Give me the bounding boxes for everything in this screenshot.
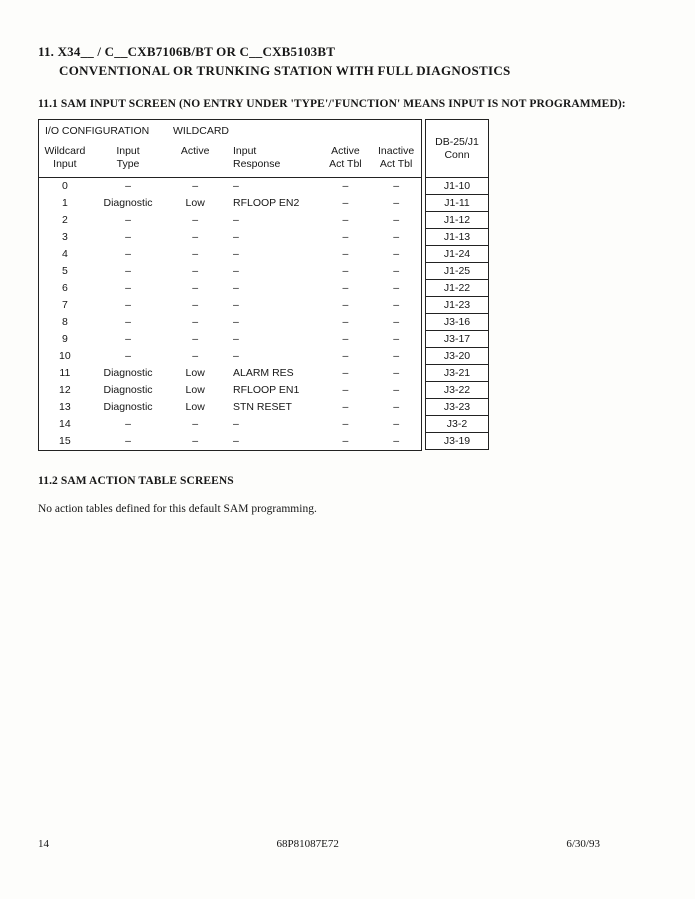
table-cell: Diagnostic: [103, 401, 153, 413]
table-cell: 15: [59, 435, 71, 447]
table-cell: –: [342, 384, 349, 396]
col-header-db25-j1-conn: [425, 119, 489, 178]
table-cell: –: [393, 197, 400, 209]
table-cell: –: [233, 418, 239, 430]
table-row: [39, 314, 421, 331]
table-cell: –: [125, 333, 131, 345]
table-cell: –: [342, 180, 349, 192]
table-cell: ALARM RES: [233, 367, 294, 379]
page-footer: [38, 838, 600, 850]
table-cell: 2: [61, 214, 68, 226]
table-cell: –: [233, 282, 239, 294]
table-cell: –: [342, 316, 349, 328]
table-cell: –: [393, 367, 400, 379]
table-cell: –: [233, 316, 239, 328]
db-conn-box: J1-12: [425, 211, 489, 229]
table-cell: 7: [61, 299, 68, 311]
col-header-line: Type: [116, 158, 140, 170]
db-conn-box: J3-2: [425, 415, 489, 433]
page-subtitle: CONVENTIONAL OR TRUNKING STATION WITH FULL DIAGNOSTICS: [59, 63, 511, 78]
col-header-line: Act Tbl: [379, 158, 413, 170]
table-cell: –: [125, 282, 131, 294]
table-cell: –: [393, 248, 400, 260]
db-connector-column: [425, 119, 489, 450]
table-cell: Diagnostic: [103, 384, 153, 396]
table-cell: –: [342, 299, 349, 311]
table-cell: –: [192, 248, 199, 260]
table-cell: –: [342, 333, 349, 345]
table-cell: –: [125, 350, 131, 362]
col-header-line: Inactive: [378, 145, 415, 157]
table-cell: 0: [61, 180, 68, 192]
db-conn-box: J1-22: [425, 279, 489, 297]
col-header-line: Active: [331, 145, 360, 157]
section-heading-11-2: 11.2 SAM ACTION TABLE SCREENS: [38, 475, 234, 487]
table-row: [39, 365, 421, 382]
table-cell: –: [342, 282, 349, 294]
table-cell: –: [393, 231, 400, 243]
table-caption-row: [39, 120, 421, 142]
table-caption-wildcard: WILDCARD: [173, 125, 230, 137]
table-cell: –: [125, 248, 131, 260]
col-header-line: Response: [233, 158, 281, 170]
col-header-line: Conn: [444, 148, 470, 161]
table-cell: –: [125, 418, 131, 430]
table-cell: –: [393, 418, 400, 430]
table-row: [39, 212, 421, 229]
table-cell: –: [393, 435, 400, 447]
table-cell: Diagnostic: [103, 197, 153, 209]
db-conn-box: J1-25: [425, 262, 489, 280]
table-cell: –: [342, 231, 349, 243]
table-cell: 13: [59, 401, 71, 413]
table-cell: –: [192, 282, 199, 294]
table-header-row: [39, 142, 421, 178]
table-cell: –: [393, 299, 400, 311]
table-cell: –: [192, 316, 199, 328]
db-conn-box: J1-24: [425, 245, 489, 263]
table-cell: –: [393, 316, 400, 328]
page-title: 11. X34__ / C__CXB7106B/BT OR C__CXB5103BT: [38, 44, 336, 59]
sam-input-table: [38, 119, 657, 451]
table-row: [39, 433, 421, 450]
table-cell: –: [192, 418, 199, 430]
db-conn-box: J3-16: [425, 313, 489, 331]
table-cell: –: [342, 367, 349, 379]
db-conn-box: J3-20: [425, 347, 489, 365]
table-cell: 3: [61, 231, 68, 243]
table-cell: –: [192, 350, 199, 362]
db-conn-box: J3-22: [425, 381, 489, 399]
table-cell: 6: [61, 282, 68, 294]
table-cell: –: [233, 265, 239, 277]
col-header-line: Act Tbl: [329, 158, 362, 170]
table-cell: –: [342, 214, 349, 226]
table-row: [39, 416, 421, 433]
db-conn-box: J3-23: [425, 398, 489, 416]
table-cell: –: [192, 333, 199, 345]
col-header-input-type: [91, 145, 166, 177]
table-cell: –: [393, 384, 400, 396]
table-cell: –: [125, 299, 131, 311]
table-cell: –: [233, 333, 239, 345]
table-cell: –: [233, 299, 239, 311]
db-conn-box: J1-13: [425, 228, 489, 246]
table-cell: –: [125, 214, 131, 226]
table-row: [39, 399, 421, 416]
table-cell: 14: [59, 418, 71, 430]
footer-doc-number: 68P81087E72: [276, 838, 339, 850]
table-row: [39, 280, 421, 297]
table-cell: –: [342, 418, 349, 430]
table-cell: –: [192, 265, 199, 277]
table-cell: –: [125, 180, 131, 192]
table-cell: –: [393, 214, 400, 226]
table-cell: –: [342, 435, 349, 447]
table-cell: Diagnostic: [103, 367, 153, 379]
table-cell: RFLOOP EN1: [233, 384, 300, 396]
table-cell: –: [192, 435, 199, 447]
table-cell: 11: [59, 367, 71, 379]
table-main: [38, 119, 422, 451]
table-cell: 12: [59, 384, 71, 396]
table-row: [39, 331, 421, 348]
table-cell: –: [342, 401, 349, 413]
table-cell: –: [233, 350, 239, 362]
table-cell: –: [233, 248, 239, 260]
table-cell: –: [393, 180, 400, 192]
db-conn-box: J1-10: [425, 177, 489, 195]
table-cell: 4: [61, 248, 68, 260]
table-cell: 9: [61, 333, 68, 345]
table-body: [39, 178, 421, 450]
db-conn-box: J1-11: [425, 194, 489, 212]
footer-page-number: 14: [38, 838, 49, 850]
section-heading-11-1: 11.1 SAM INPUT SCREEN (NO ENTRY UNDER 'TYPE'/'FUNCTION' MEANS INPUT IS NOT PROGRAMMED):: [38, 98, 626, 110]
table-cell: –: [125, 231, 131, 243]
table-cell: –: [125, 265, 131, 277]
table-caption-io-configuration: I/O CONFIGURATION: [45, 125, 150, 137]
table-row: [39, 178, 421, 195]
table-cell: –: [393, 350, 400, 362]
table-cell: –: [393, 265, 400, 277]
table-row: [39, 246, 421, 263]
table-cell: 8: [61, 316, 68, 328]
table-cell: Low: [185, 401, 205, 413]
table-cell: 5: [61, 265, 68, 277]
table-row: [39, 297, 421, 314]
col-header-wildcard-input: [39, 145, 91, 177]
db-conn-box: J3-17: [425, 330, 489, 348]
table-cell: –: [393, 282, 400, 294]
table-cell: –: [192, 299, 199, 311]
table-cell: –: [342, 248, 349, 260]
note-text: No action tables defined for this default SAM programming.: [38, 503, 317, 515]
col-header-line: Input: [53, 158, 77, 170]
col-header-active: [165, 145, 225, 177]
col-header-line: Wildcard: [44, 145, 86, 157]
table-cell: –: [192, 214, 199, 226]
db-conn-box: J3-19: [425, 432, 489, 450]
table-cell: –: [342, 350, 349, 362]
col-header-line: Active: [180, 145, 210, 157]
col-header-active-act-tbl: [320, 145, 372, 177]
table-cell: Low: [185, 197, 205, 209]
table-cell: –: [192, 231, 199, 243]
col-header-line: DB-25/J1: [435, 135, 479, 148]
table-cell: –: [393, 333, 400, 345]
db-conn-box: J3-21: [425, 364, 489, 382]
table-cell: Low: [185, 384, 205, 396]
table-cell: Low: [185, 367, 205, 379]
table-cell: –: [233, 214, 239, 226]
col-header-line: Input: [116, 145, 140, 157]
table-cell: RFLOOP EN2: [233, 197, 300, 209]
table-row: [39, 229, 421, 246]
col-header-inactive-act-tbl: [371, 145, 421, 177]
table-row: [39, 348, 421, 365]
table-cell: STN RESET: [233, 401, 292, 413]
table-cell: –: [233, 435, 239, 447]
table-cell: –: [233, 180, 239, 192]
table-cell: –: [125, 435, 131, 447]
footer-date: 6/30/93: [566, 838, 600, 850]
table-cell: –: [192, 180, 199, 192]
db-conn-box: J1-23: [425, 296, 489, 314]
table-cell: –: [342, 265, 349, 277]
table-cell: –: [125, 316, 131, 328]
table-cell: 1: [61, 197, 68, 209]
table-row: [39, 382, 421, 399]
table-row: [39, 263, 421, 280]
col-header-input-response: [225, 145, 320, 177]
table-row: [39, 195, 421, 212]
table-cell: –: [393, 401, 400, 413]
table-cell: 10: [59, 350, 71, 362]
db-column-boxes: [425, 177, 489, 450]
col-header-line: Input: [233, 145, 257, 157]
table-cell: –: [342, 197, 349, 209]
table-cell: –: [233, 231, 239, 243]
